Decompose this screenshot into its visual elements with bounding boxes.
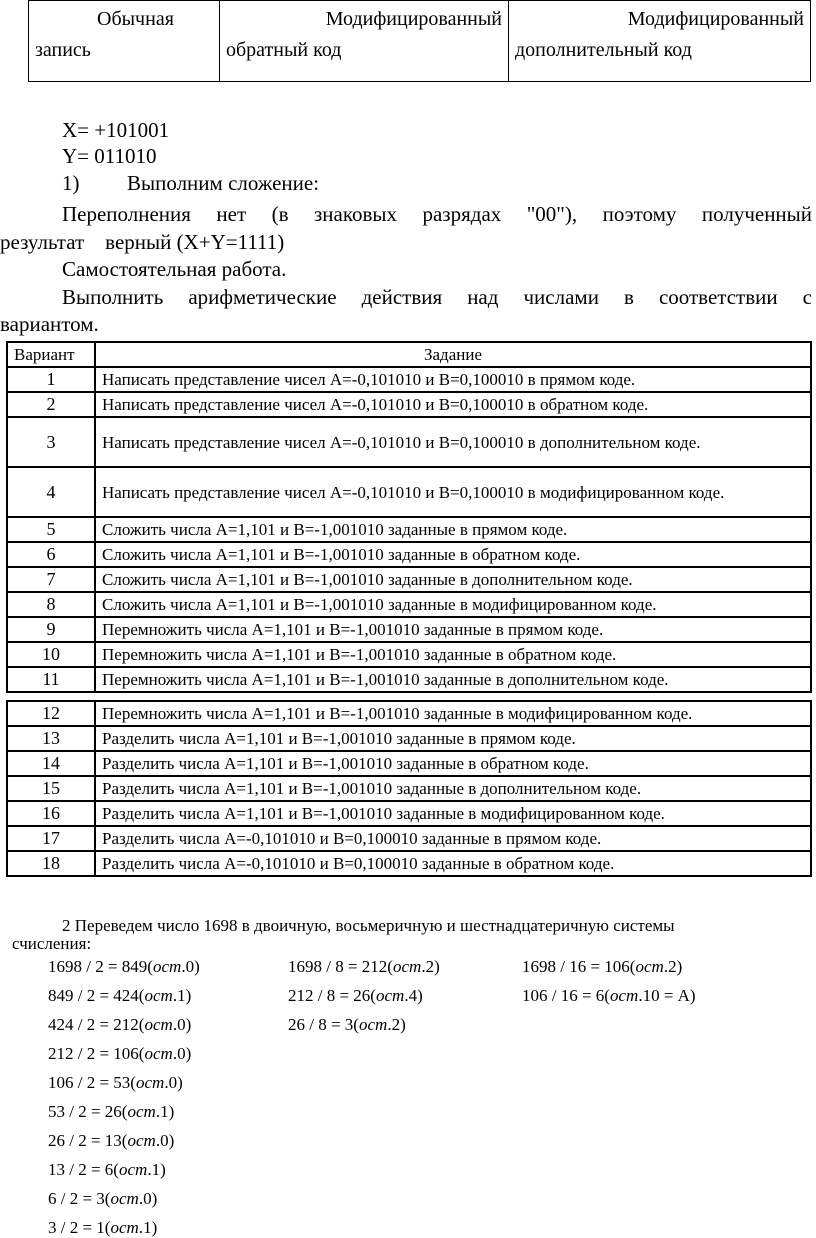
table-row [7, 826, 811, 851]
variant-task: Перемножить числа A=1,101 и B=-1,001010 заданные в обратном коде. [95, 642, 811, 667]
division-step: 6 / 2 = 3(ост.0) [48, 1189, 158, 1208]
division-step: 1698 / 8 = 212(ост.2) [288, 957, 440, 976]
variant-number: 9 [7, 617, 95, 642]
division-step: 26 / 8 = 3(ост.2) [288, 1015, 406, 1034]
word: Выполнить [62, 285, 164, 309]
variant-number: 13 [7, 726, 95, 751]
variant-number: 18 [7, 851, 95, 876]
table-row [7, 751, 811, 776]
variant-number: 6 [7, 542, 95, 567]
table-row [7, 542, 811, 567]
header-text: Модифицированный [325, 8, 502, 30]
table-row [7, 392, 811, 417]
x-value: X= +101001 [62, 118, 170, 142]
step-number: 1) [62, 171, 80, 195]
variant-number: 7 [7, 567, 95, 592]
variant-number: 10 [7, 642, 95, 667]
variant-number: 4 [7, 467, 95, 517]
variant-task: Разделить числа A=1,101 и B=-1,001010 заданные в модифицированном коде. [95, 801, 811, 826]
section2-heading-cont: счисления: [12, 934, 92, 953]
division-step: 26 / 2 = 13(ост.0) [48, 1131, 175, 1150]
table-row [7, 851, 811, 876]
table-row [7, 417, 811, 467]
table-row [7, 617, 811, 642]
word: поэтому [602, 202, 677, 226]
header-text: Обычная [97, 8, 174, 30]
column-header-variant: Вариант [7, 342, 95, 367]
word: (в знаковых разрядах [271, 202, 502, 226]
header-cell-complement [509, 1, 811, 82]
word: действия [361, 285, 443, 309]
word: "00"), [526, 202, 578, 226]
task-line [62, 284, 812, 310]
variant-number: 11 [7, 667, 95, 692]
overflow-line [62, 201, 812, 227]
variant-task: Разделить числа A=1,101 и B=-1,001010 заданные в прямом коде. [95, 726, 811, 751]
header-cell-normal [29, 1, 220, 82]
table-row [7, 567, 811, 592]
variant-task: Написать представление чисел A=-0,101010 и B=0,100010 в модифицированном коде. [95, 467, 811, 517]
header-text: Модифицированный [627, 8, 804, 30]
table-row [7, 726, 811, 751]
variant-task: Написать представление чисел A=-0,101010 и B=0,100010 в обратном коде. [95, 392, 811, 417]
division-step: 212 / 8 = 26(ост.4) [288, 986, 423, 1005]
table-row [7, 467, 811, 517]
division-step: 106 / 16 = 6(ост.10 = A) [522, 986, 696, 1005]
header-text: запись [35, 39, 91, 61]
table-row [7, 592, 811, 617]
variant-task: Перемножить числа A=1,101 и B=-1,001010 заданные в прямом коде. [95, 617, 811, 642]
division-step: 53 / 2 = 26(ост.1) [48, 1102, 175, 1121]
word: арифметические [188, 285, 337, 309]
variant-number: 17 [7, 826, 95, 851]
division-step: 3 / 2 = 1(ост.1) [48, 1218, 158, 1237]
result-line: результат верный (X+Y=1111) [0, 230, 285, 254]
table-row [7, 801, 811, 826]
variant-number: 3 [7, 417, 95, 467]
self-work-heading: Самостоятельная работа. [62, 257, 287, 281]
variant-task: Сложить числа A=1,101 и B=-1,001010 заданные в модифицированном коде. [95, 592, 811, 617]
variant-number: 14 [7, 751, 95, 776]
column-header-task: Задание [95, 342, 811, 367]
word: нет [216, 202, 247, 226]
code-header-table [28, 0, 811, 82]
division-step: 212 / 2 = 106(ост.0) [48, 1044, 192, 1063]
step-text: Выполним сложение: [127, 171, 320, 195]
table-row [7, 517, 811, 542]
word: Переполнения [62, 202, 191, 226]
variant-number: 12 [7, 701, 95, 726]
variant-number: 8 [7, 592, 95, 617]
variant-task: Перемножить числа A=1,101 и B=-1,001010 заданные в дополнительном коде. [95, 667, 811, 692]
variant-task: Разделить числа A=-0,101010 и B=0,100010 заданные в прямом коде. [95, 826, 811, 851]
table-row [7, 701, 811, 726]
variant-task: Сложить числа A=1,101 и B=-1,001010 заданные в обратном коде. [95, 542, 811, 567]
word: в [623, 285, 634, 309]
variant-number: 2 [7, 392, 95, 417]
table-row [7, 776, 811, 801]
variant-task: Разделить числа A=1,101 и B=-1,001010 заданные в дополнительном коде. [95, 776, 811, 801]
division-step: 849 / 2 = 424(ост.1) [48, 986, 192, 1005]
word: над [467, 285, 499, 309]
variants-table-continued [6, 700, 812, 877]
table-row [7, 667, 811, 692]
header-cell-inverse [220, 1, 509, 82]
variant-task: Разделить числа A=1,101 и B=-1,001010 заданные в обратном коде. [95, 751, 811, 776]
table-row [7, 642, 811, 667]
section2-heading: 2 Переведем число 1698 в двоичную, восьмеричную и шестнадцатеричную системы [62, 916, 675, 935]
variant-number: 5 [7, 517, 95, 542]
variant-number: 16 [7, 801, 95, 826]
variant-task: Перемножить числа A=1,101 и B=-1,001010 заданные в модифицированном коде. [95, 701, 811, 726]
variant-task: Написать представление чисел A=-0,101010 и B=0,100010 в прямом коде. [95, 367, 811, 392]
division-step: 106 / 2 = 53(ост.0) [48, 1073, 183, 1092]
word: полученный [701, 202, 813, 226]
variant-task: Сложить числа A=1,101 и B=-1,001010 заданные в прямом коде. [95, 517, 811, 542]
division-step: 1698 / 2 = 849(ост.0) [48, 957, 200, 976]
y-value: Y= 011010 [62, 144, 157, 168]
variant-task: Написать представление чисел A=-0,101010 и B=0,100010 в дополнительном коде. [95, 417, 811, 467]
variant-task: Сложить числа A=1,101 и B=-1,001010 заданные в дополнительном коде. [95, 567, 811, 592]
variant-number: 15 [7, 776, 95, 801]
variants-table [6, 341, 812, 693]
header-text: обратный код [226, 39, 342, 61]
table-row [7, 367, 811, 392]
division-step: 13 / 2 = 6(ост.1) [48, 1160, 166, 1179]
variant-task: Разделить числа A=-0,101010 и B=0,100010 заданные в обратном коде. [95, 851, 811, 876]
table-header-row [7, 342, 811, 367]
variant-number: 1 [7, 367, 95, 392]
header-text: дополнительный код [515, 39, 692, 61]
word: с [802, 285, 812, 309]
word: числами [523, 285, 599, 309]
word: соответствии [658, 285, 778, 309]
task-line-2: вариантом. [0, 312, 99, 336]
division-step: 424 / 2 = 212(ост.0) [48, 1015, 192, 1034]
division-step: 1698 / 16 = 106(ост.2) [522, 957, 683, 976]
